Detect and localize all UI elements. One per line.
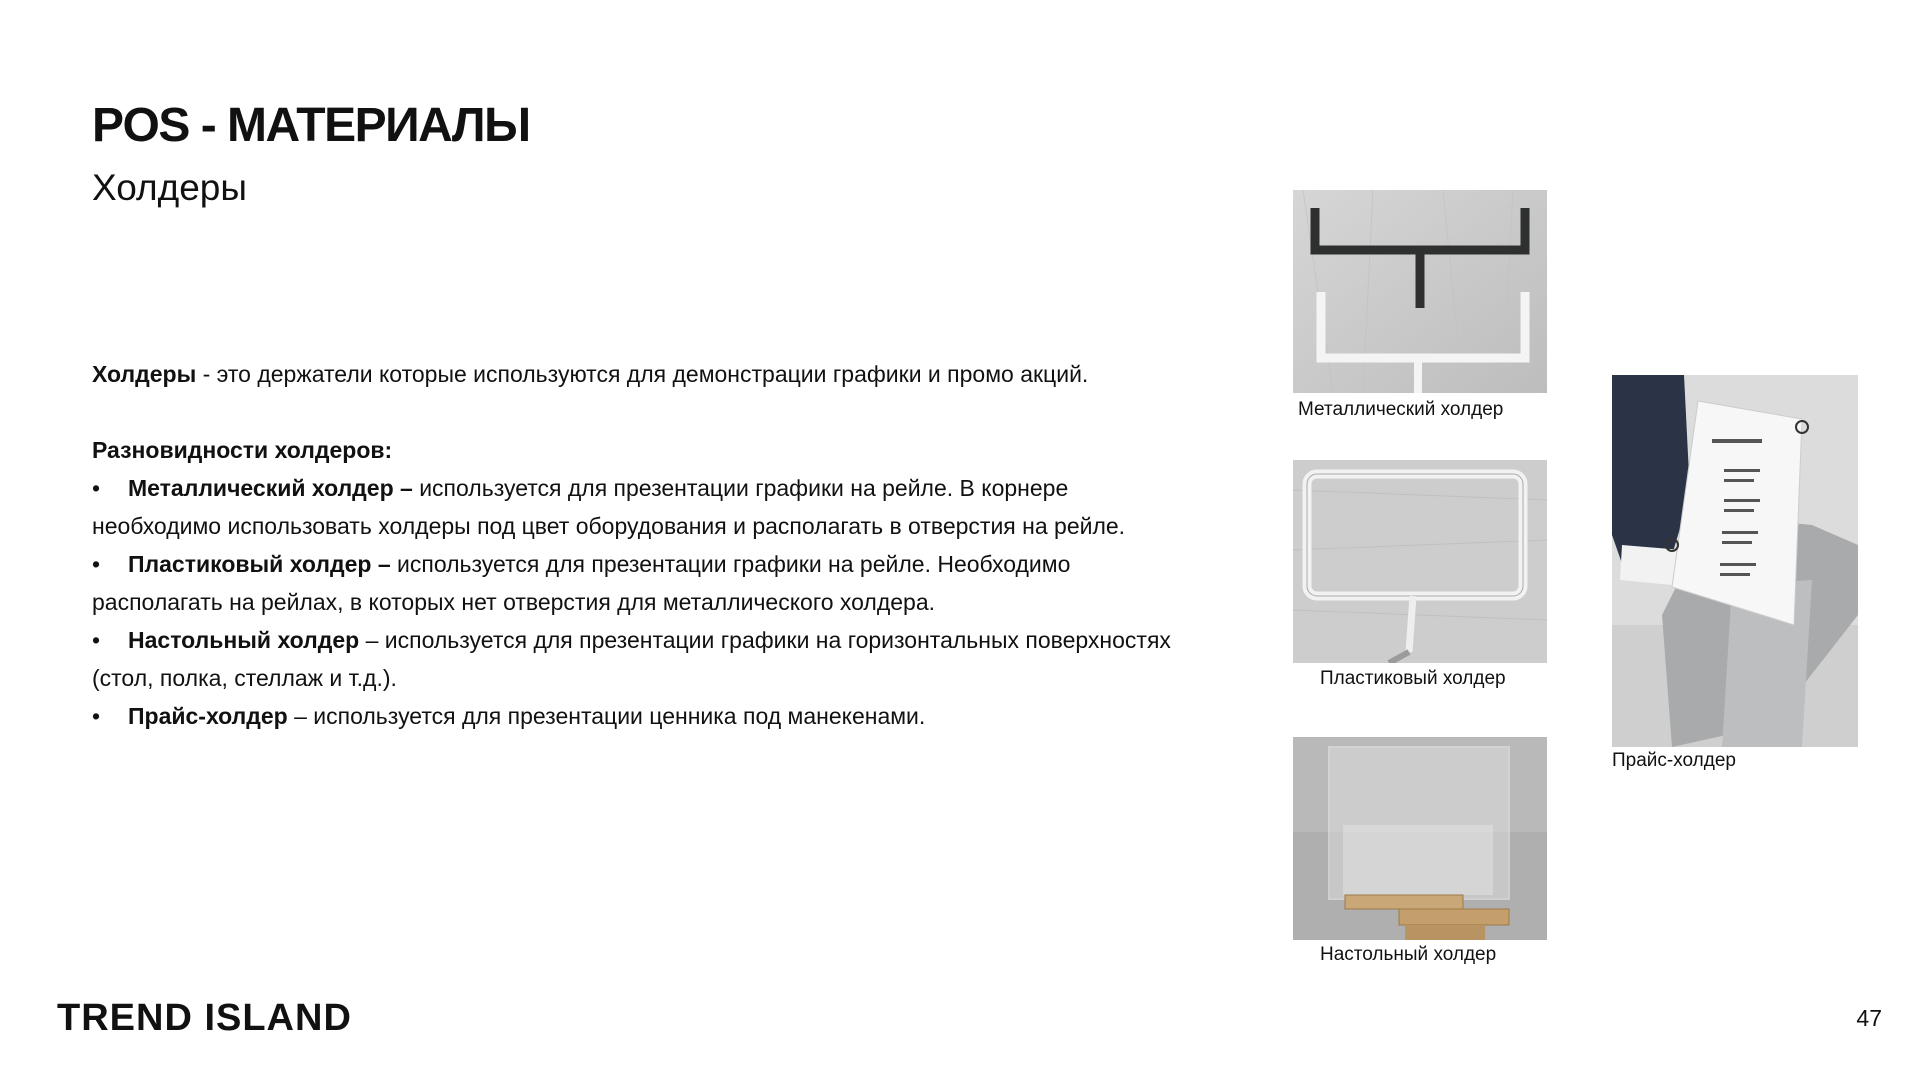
bullet-dot: •: [92, 703, 101, 729]
plastic-holder-photo: [1293, 460, 1547, 663]
bullet-item-plastic: [92, 545, 1242, 583]
bullet-item-table: [92, 621, 1242, 659]
table-holder-caption: Настольный холдер: [1320, 944, 1497, 965]
bullet-item-price: [92, 697, 1242, 735]
intro-paragraph: [92, 355, 1242, 393]
brand-logo: TREND ISLAND: [57, 997, 352, 1039]
body-text: [92, 355, 1242, 735]
bullet-text: используется для презентации графики на рейле. В корнере: [412, 475, 1069, 501]
bullet-continuation: необходимо использовать холдеры под цвет оборудования и располагать в отверстия на рейле.: [92, 513, 1126, 539]
metal-holder-caption: Металлический холдер: [1298, 399, 1504, 420]
bullet-text: – используется для презентации графики на горизонтальных поверхностях: [359, 627, 1171, 653]
slide-subtitle: Холдеры: [92, 167, 247, 208]
types-heading: Разновидности холдеров:: [92, 437, 393, 463]
bullet-continuation: располагать на рейлах, в которых нет отверстия для металлического холдера.: [92, 589, 936, 615]
bullet-term: Металлический холдер –: [128, 475, 413, 501]
intro-definition: - это держатели которые используются для демонстрации графики и промо акций.: [196, 361, 1089, 387]
bullet-dot: •: [92, 551, 101, 577]
bullet-continuation: (стол, полка, стеллаж и т.д.).: [92, 665, 397, 691]
bullet-text: – используется для презентации ценника под манекенами.: [287, 703, 926, 729]
bullet-term: Прайс-холдер: [128, 703, 288, 729]
intro-term: Холдеры: [92, 361, 197, 387]
price-holder-caption: Прайс-холдер: [1612, 750, 1736, 771]
bullet-term: Настольный холдер: [128, 627, 360, 653]
price-holder-photo: [1612, 375, 1858, 747]
metal-holder-photo: [1293, 190, 1547, 393]
bullet-dot: •: [92, 475, 101, 501]
bullet-term: Пластиковый холдер –: [128, 551, 391, 577]
page-number: 47: [1856, 1005, 1882, 1031]
bullet-dot: •: [92, 627, 101, 653]
table-holder-photo: [1293, 737, 1547, 940]
slide-title: POS - МАТЕРИАЛЫ: [92, 99, 530, 152]
bullet-text: используется для презентации графики на рейле. Необходимо: [390, 551, 1071, 577]
bullet-item-metal: [92, 469, 1242, 507]
plastic-holder-caption: Пластиковый холдер: [1320, 668, 1506, 689]
